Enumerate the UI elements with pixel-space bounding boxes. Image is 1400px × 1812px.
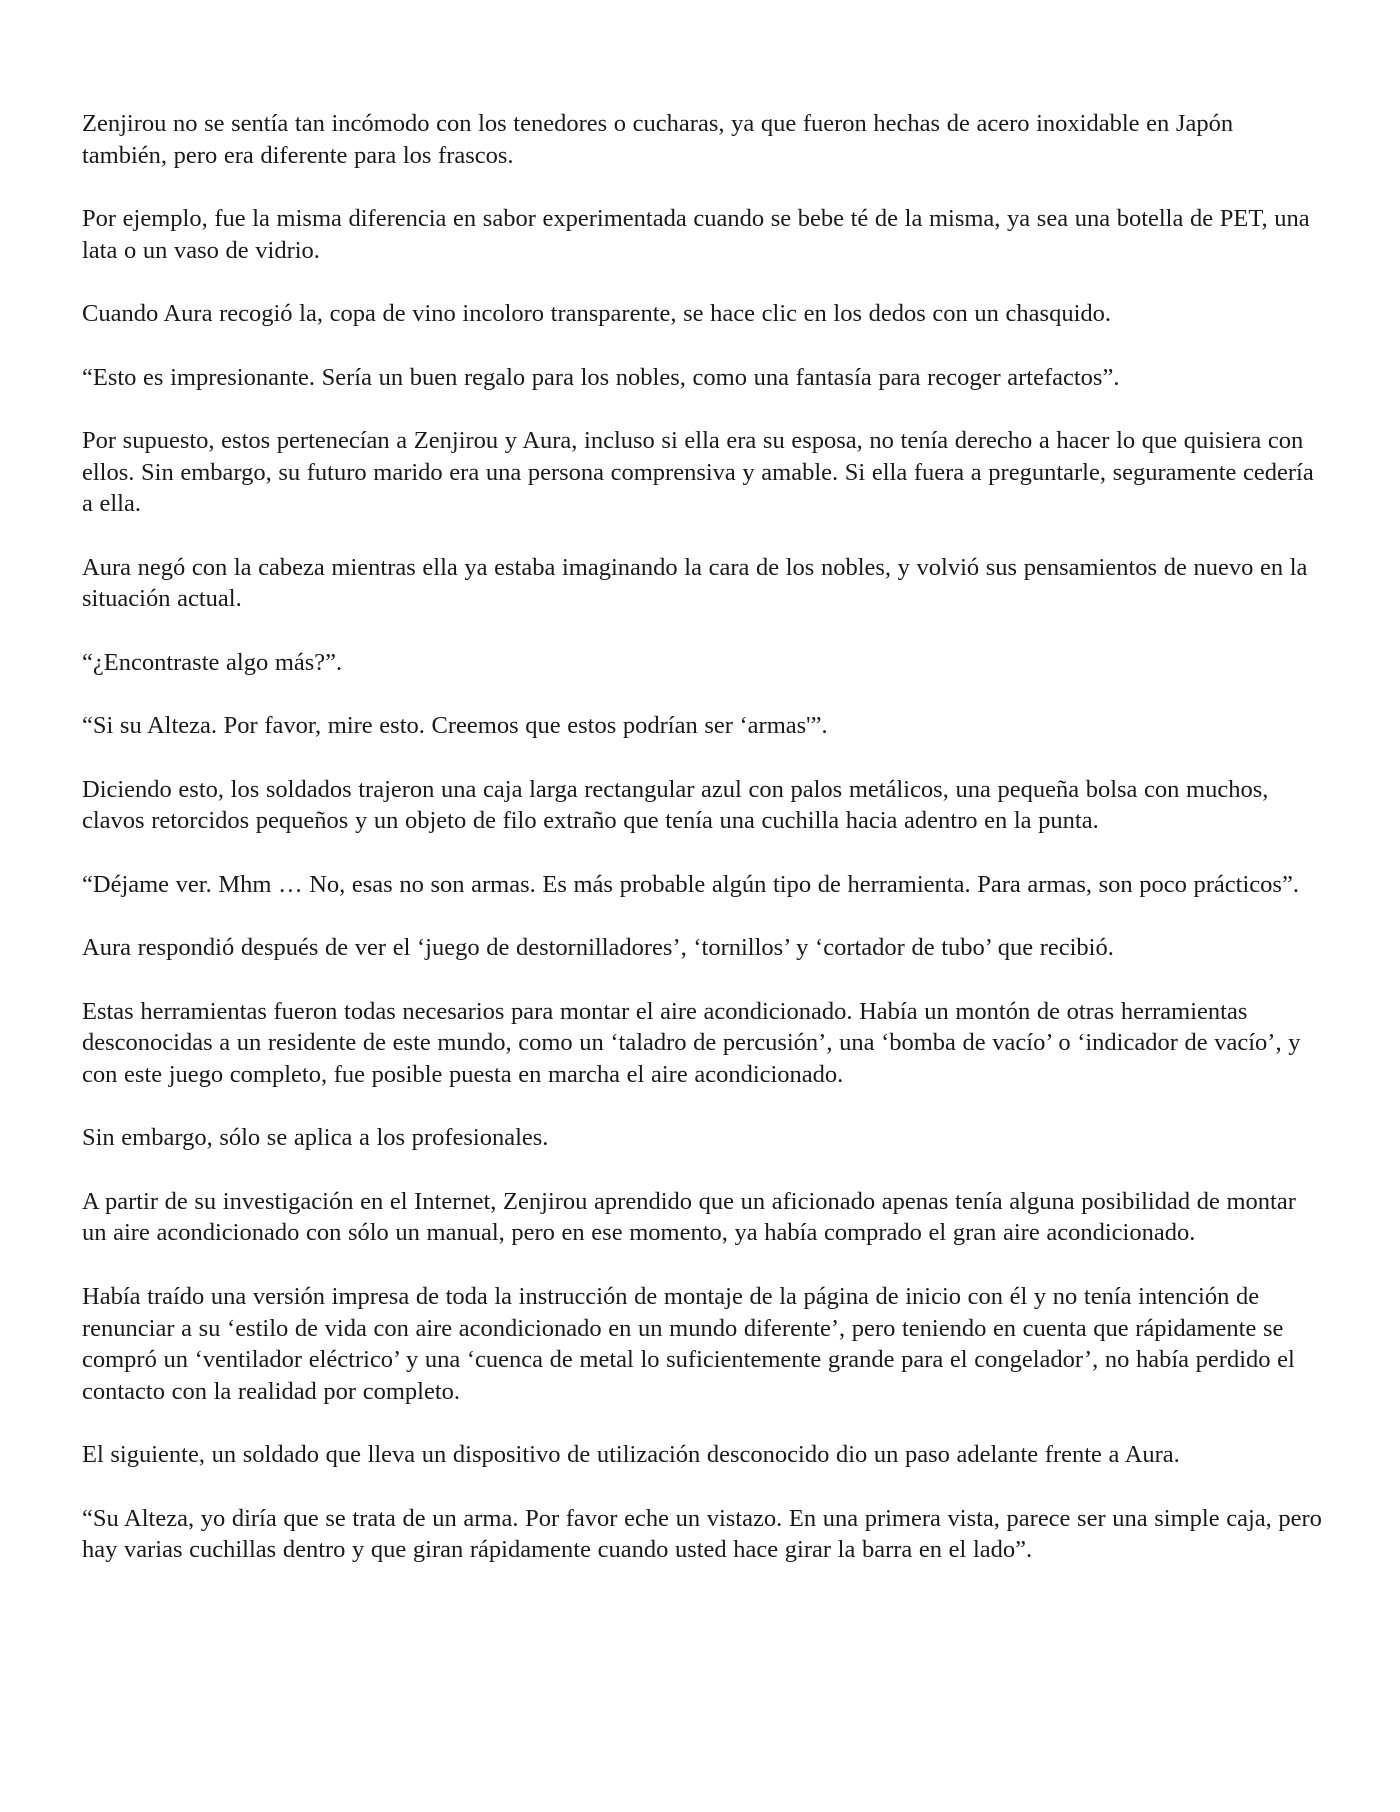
paragraph-9: Diciendo esto, los soldados trajeron una caja larga rectangular azul con palos metálicos, una pequeña bolsa con muchos, clavos retorcidos pequeños y un objeto de filo extraño que tenía una cuchilla hacia adentro en la punta. (82, 775, 1269, 835)
paragraph-2: Por ejemplo, fue la misma diferencia en sabor experimentada cuando se bebe té de la misma, ya sea una botella de PET, una lata o un vaso de vidrio. (82, 205, 1310, 264)
paragraph-13: Sin embargo, sólo se aplica a los profesionales. (82, 1124, 549, 1152)
paragraph-3: Cuando Aura recogió la, copa de vino incoloro transparente, se hace clic en los dedos con un chasquido. (82, 300, 1112, 328)
paragraph-14: A partir de su investigación en el Internet, Zenjirou aprendido que un aficionado apenas tenía alguna posibilidad de montar un aire acondicionado con sólo un manual, pero en ese momento, ya había comprado el gran aire acondicionado. (82, 1187, 1296, 1247)
paragraph-15: Había traído una versión impresa de toda la instrucción de montaje de la página de inicio con él y no tenía intención de renunciar a su ‘estilo de vida con aire acondicionado en un mundo diferente’, pero teniendo en cuenta que rápidamente se compró un ‘ventilador eléctrico’ y una ‘cuenca de metal lo suficientemente grande para el congelador’, no había perdido el contacto con la realidad por completo. (82, 1282, 1295, 1405)
paragraph-17: “Su Alteza, yo diría que se trata de un arma. Por favor eche un vistazo. En una primera vista, parece ser una simple caja, pero hay varias cuchillas dentro y que giran rápidamente cuando usted hace girar la barra en el lado”. (82, 1504, 1322, 1564)
paragraph-7: “¿Encontraste algo más?”. (82, 648, 343, 676)
paragraph-5: Por supuesto, estos pertenecían a Zenjirou y Aura, incluso si ella era su esposa, no tenía derecho a hacer lo que quisiera con ellos. Sin embargo, su futuro marido era una persona comprensiva y amable. Si ella fuera a preguntarle, seguramente cedería a ella. (82, 426, 1314, 518)
paragraph-8: “Si su Alteza. Por favor, mire esto. Creemos que estos podrían ser ‘armas'”. (82, 712, 828, 740)
paragraph-4: “Esto es impresionante. Sería un buen regalo para los nobles, como una fantasía para recoger artefactos”. (82, 363, 1120, 391)
paragraph-11: Aura respondió después de ver el ‘juego de destornilladores’, ‘tornillos’ y ‘cortador de tubo’ que recibió. (82, 934, 1114, 962)
paragraph-6: Aura negó con la cabeza mientras ella ya estaba imaginando la cara de los nobles, y volvió sus pensamientos de nuevo en la situación actual. (82, 553, 1308, 613)
paragraph-12: Estas herramientas fueron todas necesarios para montar el aire acondicionado. Había un montón de otras herramientas desconocidas a un residente de este mundo, como un ‘taladro de percusión’, una ‘bomba de vacío’ o ‘indicador de vacío’, y con este juego completo, fue posible puesta en marcha el aire acondicionado. (82, 997, 1301, 1088)
paragraph-16: El siguiente, un soldado que lleva un dispositivo de utilización desconocido dio un paso adelante frente a Aura. (82, 1441, 1180, 1469)
paragraph-10: “Déjame ver. Mhm … No, esas no son armas. Es más probable algún tipo de herramienta. Para armas, son poco prácticos”. (82, 870, 1299, 898)
document-page (82, 108, 1322, 1598)
paragraph-1: Zenjirou no se sentía tan incómodo con los tenedores o cucharas, ya que fueron hechas de acero inoxidable en Japón también, pero era diferente para los frascos. (82, 110, 1234, 169)
